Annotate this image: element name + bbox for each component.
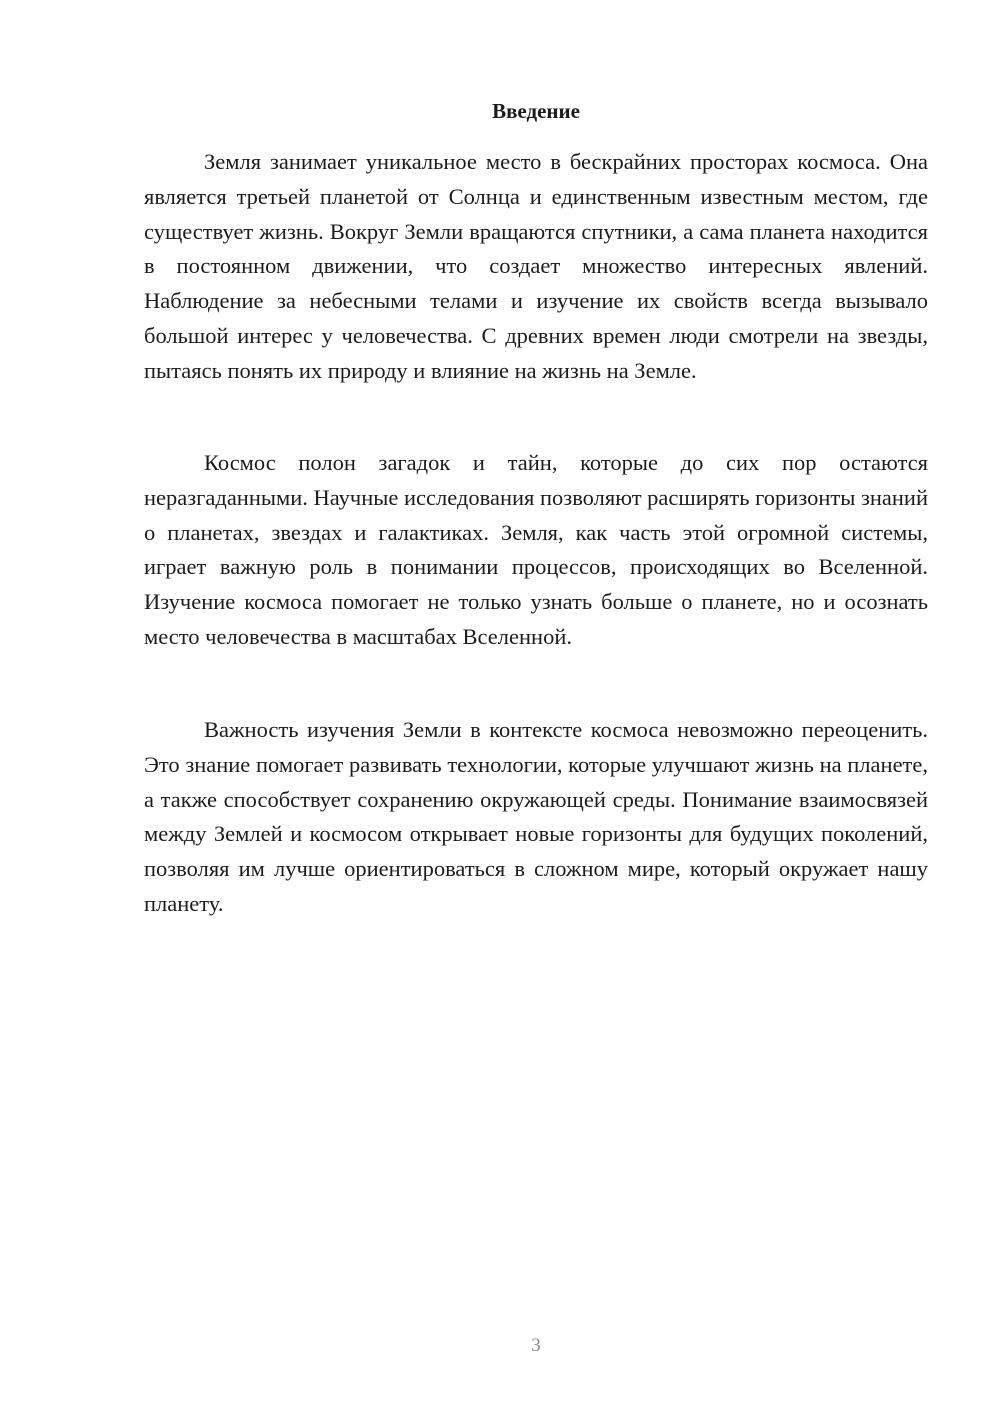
paragraph-1: Земля занимает уникальное место в бескрайних просторах космоса. Она является третьей планетой от Солнца и единственным известным местом, где существует жизнь. Вокруг Земли вращаются спутники, а сама планета находится в постоянном движении, что создает множество интересных явлений. Наблюдение за небесными телами и изучение их свойств всегда вызывало большой интерес у человечества. С древних времен люди смотрели на звезды, пытаясь понять их природу и влияние на жизнь на Земле. — [144, 149, 928, 383]
page-number: 3 — [531, 1335, 541, 1356]
section-heading: Введение — [492, 99, 580, 123]
paragraph-2: Космос полон загадок и тайн, которые до сих пор остаются неразгаданными. Научные исследования позволяют расширять горизонты знаний о планетах, звездах и галактиках. Земля, как часть этой огромной системы, играет важную роль в понимании процессов, происходящих во Вселенной. Изучение космоса помогает не только узнать больше о планете, но и осознать место человечества в масштабах Вселенной. — [144, 450, 928, 649]
paragraph-3: Важность изучения Земли в контексте космоса невозможно переоценить. Это знание помогает развивать технологии, которые улучшают жизнь на планете, а также способствует сохранению окружающей среды. Понимание взаимосвязей между Землей и космосом открывает новые горизонты для будущих поколений, позволяя им лучше ориентироваться в сложном мире, который окружает нашу планету. — [144, 717, 928, 916]
